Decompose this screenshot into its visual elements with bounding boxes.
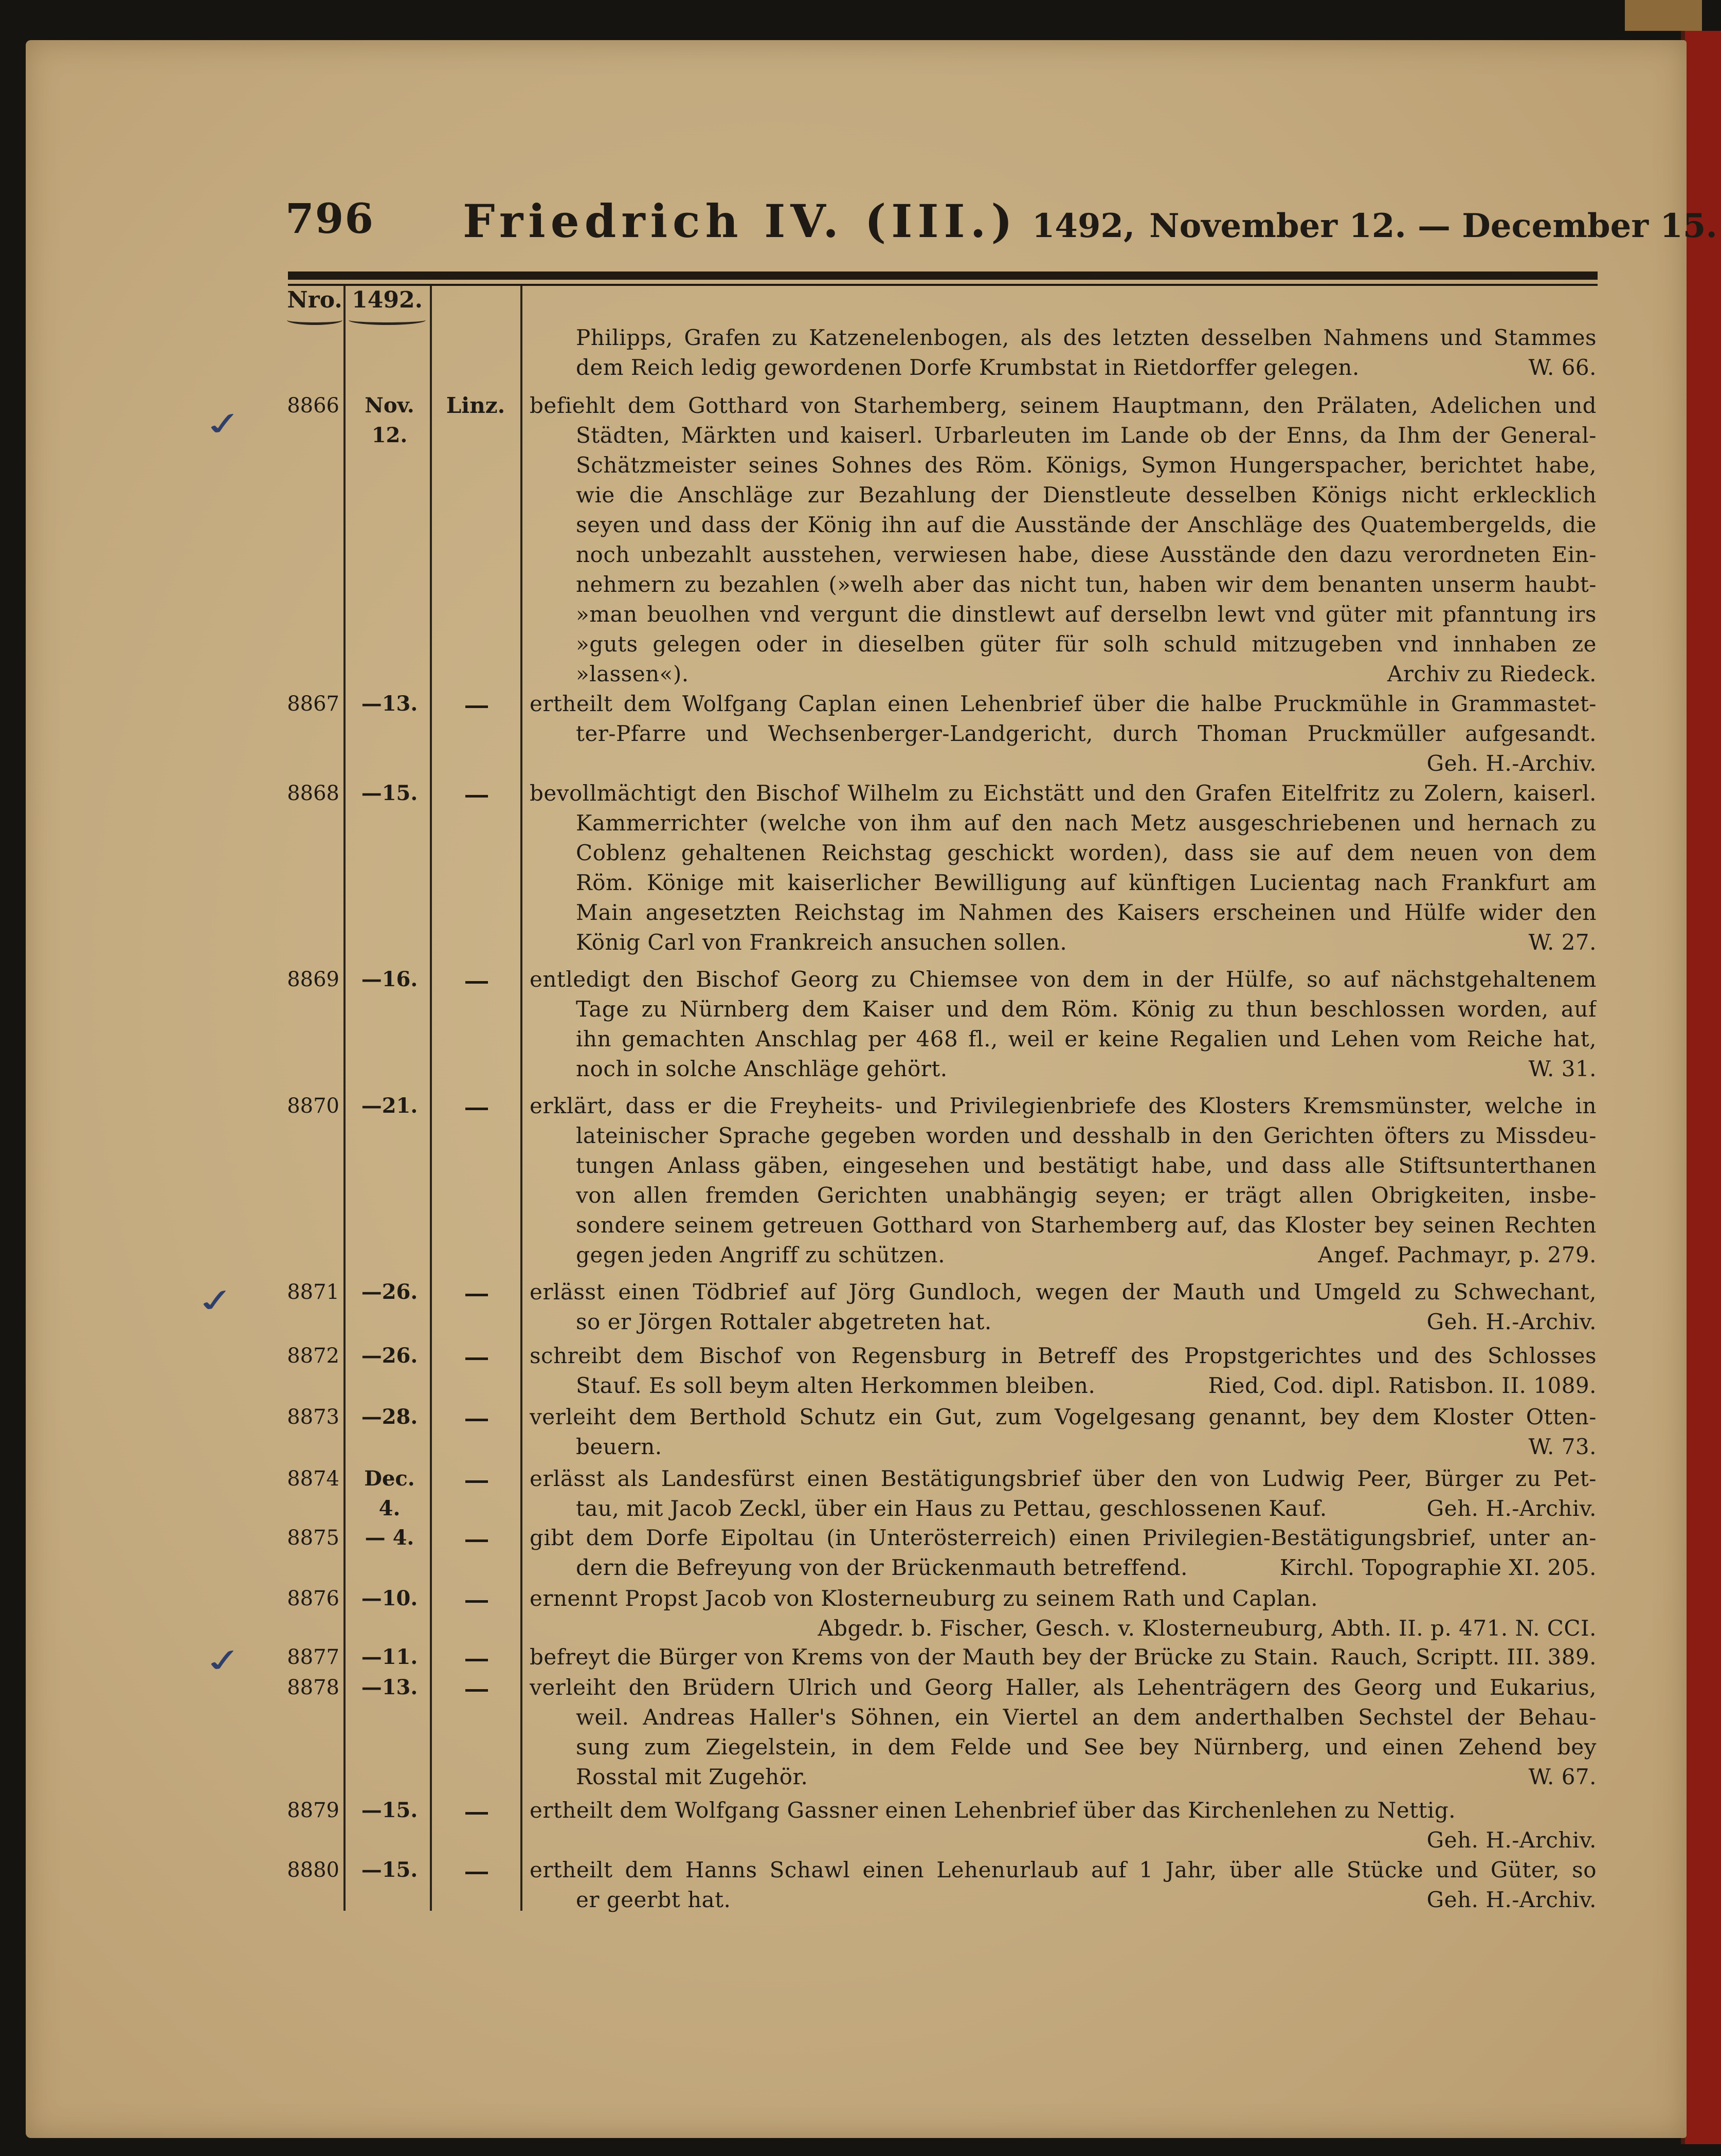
- entry-date: —16.: [361, 967, 418, 991]
- running-head: [463, 194, 1717, 248]
- margin-check-mark: ✓: [198, 404, 249, 444]
- entry-text-line: »man beuolhen vnd vergunt die dinstlewt auf derselbn lewt vnd güter mit pfanntung irs: [576, 602, 1597, 627]
- entry-date: —13.: [361, 1675, 418, 1699]
- entry-source: W. 27.: [1528, 930, 1597, 955]
- entry-text-line: erklärt, dass er die Freyheits- und Privilegienbriefe des Klosters Kremsmünster, welche in: [530, 1093, 1597, 1118]
- column-divider: [343, 286, 346, 1911]
- entry-text-line: erlässt einen Tödbrief auf Jörg Gundloch, wegen der Mauth und Umgeld zu Schwechant,: [530, 1279, 1597, 1305]
- entry-text-line: Philipps, Grafen zu Katzenelenbogen, als des letzten desselben Nahmens und Stammes: [576, 325, 1597, 350]
- margin-check-mark: ✓: [190, 1281, 242, 1321]
- entry-date: Nov. 12.: [365, 393, 414, 447]
- entry-text-line: er geerbt hat.: [576, 1887, 731, 1912]
- entry-text-line: nehmern zu bezahlen (»welh aber das nicht tun, haben wir dem benanten unserm haubt-: [576, 572, 1597, 597]
- entry-text-line: weil. Andreas Haller's Söhnen, ein Viertel an dem anderthalben Sechstel der Behau-: [576, 1705, 1597, 1730]
- entry-date: —13.: [361, 692, 418, 716]
- entry-text-line: sung zum Ziegelstein, in dem Felde und See bey Nürnberg, und einen Zehend bey: [576, 1734, 1597, 1760]
- entry-text-line: tungen Anlass gäben, eingesehen und bestätigt habe, und dass alle Stiftsunterthanen: [576, 1153, 1597, 1178]
- entry-text-line: ihn gemachten Anschlag per 468 fl., weil er keine Regalien und Lehen vom Reiche hat,: [576, 1026, 1597, 1052]
- entry-text-line: ter-Pfarre und Wechsenberger-Landgericht, durch Thoman Pruckmüller aufgesandt.: [576, 721, 1597, 746]
- entry-text-line: befreyt die Bürger von Krems von der Mauth bey der Brücke zu Stain.: [530, 1644, 1319, 1670]
- entry-text-line: Rosstal mit Zugehör.: [576, 1764, 808, 1789]
- entry-text-line: »lassen«).: [576, 661, 689, 686]
- entry-text-line: lateinischer Sprache gegeben worden und desshalb in den Gerichten öfters zu Missdeu-: [576, 1123, 1597, 1148]
- entry-number: 8867: [287, 692, 339, 716]
- ditto-dash: [465, 1689, 488, 1692]
- entry-text-line: Röm. Könige mit kaiserlicher Bewilligung auf künftigen Lucientag nach Frankfurt am: [576, 870, 1597, 895]
- entry-date: Dec. 4.: [364, 1466, 415, 1520]
- ditto-dash: [465, 1600, 488, 1603]
- entry-source: Geh. H.-Archiv.: [1426, 1309, 1597, 1334]
- header-year: 1492,: [1031, 207, 1135, 245]
- entry-text-line: seyen und dass der König ihn auf die Ausstände der Anschläge des Quatembergelds, die: [576, 512, 1597, 537]
- entry-text-line: noch in solche Anschläge gehört.: [576, 1056, 948, 1081]
- entry-number: 8876: [287, 1587, 339, 1610]
- column-divider: [520, 286, 522, 1911]
- entry-text-line: schreibt dem Bischof von Regensburg in Betreff des Propstgerichtes und des Schlosses: [530, 1343, 1597, 1368]
- entry-text-line: sondere seinem getreuen Gotthard von Starhemberg auf, das Kloster bey seinen Rechten: [576, 1212, 1597, 1238]
- entry-source: Kirchl. Topographie XI. 205.: [1279, 1555, 1597, 1580]
- entry-date: —28.: [361, 1405, 418, 1429]
- entry-source: Geh. H.-Archiv.: [1426, 1887, 1597, 1912]
- entry-text-line: Main angesetzten Reichstag im Nahmen des Kaisers erscheinen und Hülfe wider den: [576, 900, 1597, 925]
- ruler-name: Friedrich IV. (III.): [463, 194, 1018, 248]
- entry-number: 8880: [287, 1858, 339, 1882]
- entry-text-line: wie die Anschläge zur Bezahlung der Dienstleute desselben Königs nicht erklecklich: [576, 482, 1597, 508]
- entry-number: 8878: [287, 1676, 339, 1699]
- entry-text-line: erlässt als Landesfürst einen Bestätigungsbrief über den von Ludwig Peer, Bürger zu Pet-: [530, 1466, 1597, 1491]
- entry-source: W. 67.: [1528, 1764, 1597, 1789]
- entry-date: —26.: [361, 1344, 418, 1368]
- entry-text-line: gibt dem Dorfe Eipoltau (in Unterösterreich) einen Privilegien-Bestätigungsbrief, unter an-: [530, 1525, 1597, 1550]
- entry-source: W. 66.: [1528, 355, 1597, 380]
- entry-text-line: ertheilt dem Wolfgang Gassner einen Lehenbrief über das Kirchenlehen zu Nettig.: [530, 1798, 1456, 1823]
- entry-date: —15.: [361, 1798, 418, 1822]
- entry-source: Geh. H.-Archiv.: [1426, 1827, 1597, 1853]
- entry-number: 8866: [287, 394, 339, 418]
- entry-text-line: ertheilt dem Wolfgang Caplan einen Lehenbrief über die halbe Pruckmühle in Grammastet-: [530, 691, 1597, 716]
- entry-text-line: tau, mit Jacob Zeckl, über ein Haus zu Pettau, geschlossenen Kauf.: [576, 1496, 1327, 1521]
- entry-number: 8877: [287, 1645, 339, 1669]
- entry-number: 8874: [287, 1467, 339, 1491]
- ditto-dash: [465, 1419, 488, 1421]
- entry-text-line: Kammerrichter (welche von ihm auf den nach Metz ausgeschriebenen und hernach zu: [576, 810, 1597, 836]
- entry-text-line: von allen fremden Gerichten unabhängig seyen; er trägt allen Obrigkeiten, insbe-: [576, 1183, 1597, 1208]
- entry-text-line: Stauf. Es soll beym alten Herkommen bleiben.: [576, 1373, 1096, 1398]
- entry-number: 8868: [287, 782, 339, 805]
- margin-check-mark: ✓: [198, 1641, 249, 1681]
- entry-text-line: so er Jörgen Rottaler abgetreten hat.: [576, 1309, 992, 1334]
- entry-text-line: entledigt den Bischof Georg zu Chiemsee von dem in der Hülfe, so auf nächstgehaltenem: [530, 967, 1597, 992]
- column-header-nro: Nro.: [287, 287, 342, 325]
- entry-text-line: gegen jeden Angriff zu schützen.: [576, 1242, 946, 1267]
- entry-date: —26.: [361, 1280, 418, 1304]
- entry-source: W. 73.: [1528, 1434, 1597, 1459]
- adjacent-page-edge: [1681, 31, 1721, 2144]
- entry-source: Geh. H.-Archiv.: [1426, 1496, 1597, 1521]
- entry-text-line: Städten, Märkten und kaiserl. Urbarleuten im Lande ob der Enns, da Ihm der General-: [576, 423, 1597, 448]
- header-dates: November 12. — December 15.: [1149, 207, 1717, 245]
- entry-source: Ried, Cod. dipl. Ratisbon. II. 1089.: [1208, 1373, 1597, 1398]
- entry-text-line: König Carl von Frankreich ansuchen sollen.: [576, 930, 1067, 955]
- entry-number: 8869: [287, 968, 339, 991]
- entry-text-line: verleiht den Brüdern Ulrich und Georg Haller, als Lehenträgern des Georg und Eukarius,: [530, 1675, 1597, 1700]
- entry-text-line: beuern.: [576, 1434, 662, 1459]
- entry-place: Linz.: [446, 393, 505, 418]
- entry-number: 8870: [287, 1094, 339, 1118]
- ditto-dash: [465, 1539, 488, 1542]
- ditto-dash: [465, 1812, 488, 1815]
- entry-date: —21.: [361, 1094, 418, 1118]
- entry-number: 8873: [287, 1405, 339, 1429]
- ditto-dash: [465, 1294, 488, 1296]
- entry-source: W. 31.: [1528, 1056, 1597, 1081]
- entry-date: —11.: [361, 1645, 418, 1669]
- entry-text-line: bevollmächtigt den Bischof Wilhelm zu Eichstätt und den Grafen Eitelfritz zu Zolern, kaiserl.: [530, 781, 1597, 806]
- entry-date: —15.: [361, 781, 418, 805]
- page-number: 796: [285, 194, 374, 243]
- ditto-dash: [465, 1108, 488, 1110]
- entry-source: Abgedr. b. Fischer, Gesch. v. Klosterneuburg, Abth. II. p. 471. N. CCI.: [818, 1616, 1597, 1641]
- entry-number: 8875: [287, 1526, 339, 1550]
- column-header-year: 1492.: [349, 287, 426, 325]
- entry-number: 8872: [287, 1344, 339, 1368]
- entry-text-line: Schätzmeister seines Sohnes des Röm. Königs, Symon Hungerspacher, berichtet habe,: [576, 452, 1597, 478]
- page-corner: [1625, 0, 1702, 31]
- entry-source: Angef. Pachmayr, p. 279.: [1318, 1242, 1597, 1267]
- entry-text-line: »guts gelegen oder in dieselben güter für solh schuld mitzugeben vnd innhaben ze: [576, 631, 1597, 657]
- entry-text-line: verleiht dem Berthold Schutz ein Gut, zum Vogelgesang genannt, bey dem Kloster Otten-: [530, 1404, 1597, 1429]
- entry-text-line: befiehlt dem Gotthard von Starhemberg, seinem Hauptmann, den Prälaten, Adelichen und: [530, 393, 1597, 418]
- entry-source: Rauch, Scriptt. III. 389.: [1330, 1644, 1597, 1670]
- entry-number: 8879: [287, 1799, 339, 1822]
- ditto-dash: [465, 1872, 488, 1874]
- entry-number: 8871: [287, 1280, 339, 1304]
- ditto-dash: [465, 705, 488, 708]
- ditto-dash: [465, 981, 488, 984]
- header-rule: [288, 271, 1598, 280]
- entry-date: —10.: [361, 1586, 418, 1610]
- entry-text-line: ertheilt dem Hanns Schawl einen Lehenurlaub auf 1 Jahr, über alle Stücke und Güter, so: [530, 1857, 1597, 1882]
- entry-source: Archiv zu Riedeck.: [1387, 661, 1597, 686]
- entry-text-line: Coblenz gehaltenen Reichstag geschickt worden), dass sie auf dem neuen von dem: [576, 840, 1597, 865]
- ditto-dash: [465, 1357, 488, 1360]
- header-rule-thin: [288, 284, 1598, 286]
- ditto-dash: [465, 1659, 488, 1661]
- entry-source: Geh. H.-Archiv.: [1426, 751, 1597, 776]
- entry-text-line: dem Reich ledig gewordenen Dorfe Krumbstat in Rietdorffer gelegen.: [576, 355, 1360, 380]
- ditto-dash: [465, 795, 488, 798]
- column-divider: [430, 286, 432, 1911]
- ditto-dash: [465, 1480, 488, 1483]
- entry-text-line: noch unbezahlt ausstehen, verwiesen habe, diese Ausstände den dazu verordneten Ein-: [576, 542, 1597, 567]
- entry-date: —15.: [361, 1858, 418, 1882]
- entry-date: — 4.: [365, 1526, 414, 1550]
- entry-text-line: dern die Befreyung von der Brückenmauth betreffend.: [576, 1555, 1188, 1580]
- entry-text-line: Tage zu Nürnberg dem Kaiser und dem Röm. König zu thun beschlossen worden, auf: [576, 997, 1597, 1022]
- entry-text-line: ernennt Propst Jacob von Klosterneuburg zu seinem Rath und Caplan.: [530, 1586, 1318, 1611]
